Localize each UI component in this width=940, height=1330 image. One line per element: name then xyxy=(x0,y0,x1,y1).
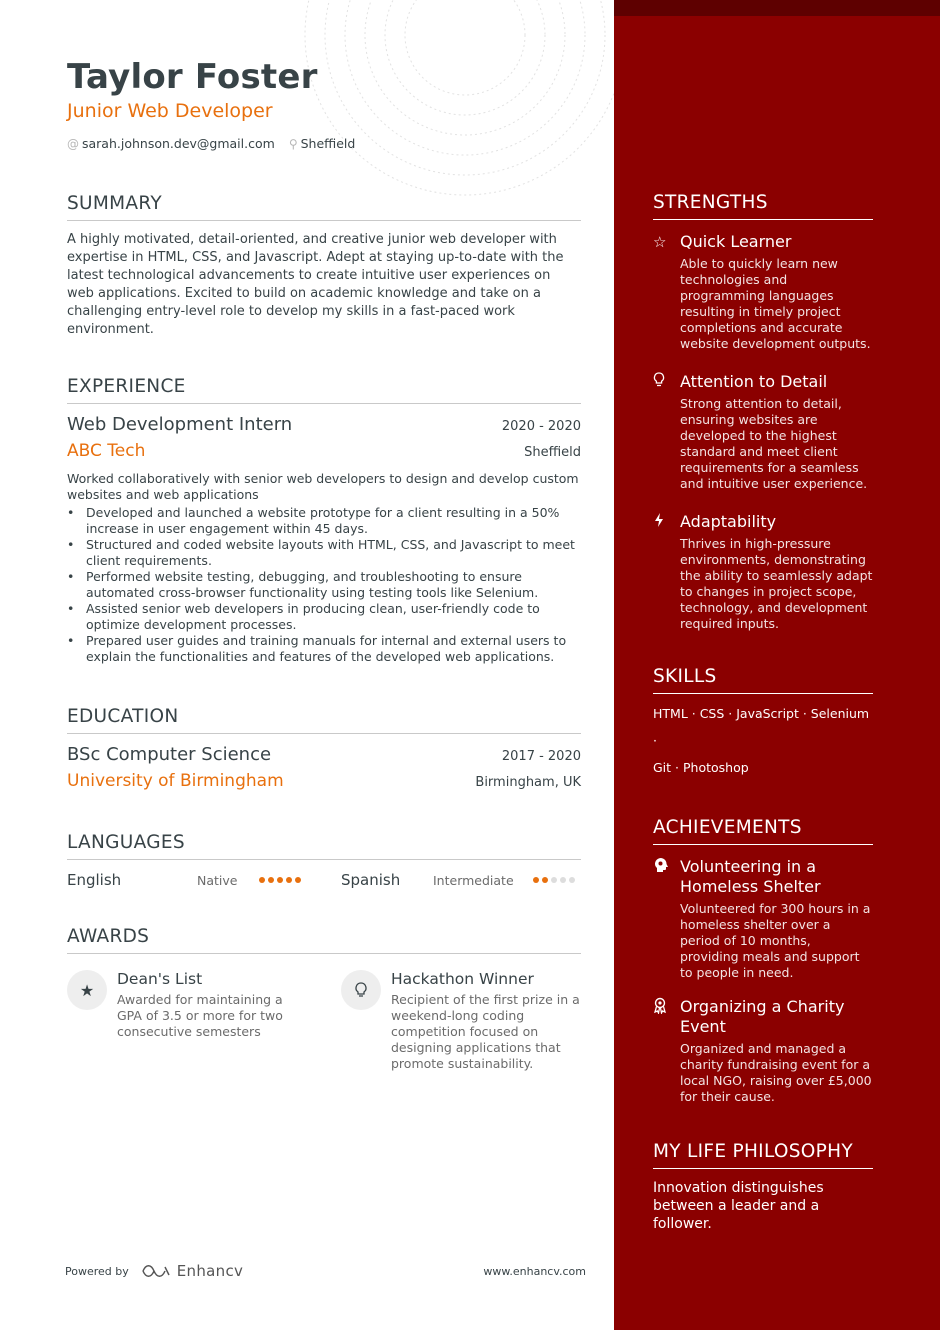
education-dates: 2017 - 2020 xyxy=(501,749,581,764)
strength-body xyxy=(680,512,873,632)
philosophy-section xyxy=(653,1141,873,1233)
proficiency-dot xyxy=(569,877,575,883)
footer-brand xyxy=(65,1262,243,1280)
achievement-item xyxy=(653,857,873,981)
job-location: Sheffield xyxy=(524,445,581,460)
strength-body xyxy=(680,232,873,352)
award-description: Awarded for maintaining a GPA of 3.5 or more for two consecutive semesters xyxy=(117,992,283,1039)
proficiency-dot xyxy=(259,877,265,883)
languages-title: LANGUAGES xyxy=(67,832,581,860)
job-description: Worked collaboratively with senior web developers to design and develop custom websites and web applications xyxy=(67,471,579,502)
experience-title: EXPERIENCE xyxy=(67,376,581,404)
skills-line: HTML · CSS · JavaScript · Selenium · xyxy=(653,706,870,748)
strength-title: Quick Learner xyxy=(680,232,792,251)
proficiency-dot xyxy=(286,877,292,883)
sidebar xyxy=(614,0,940,1330)
education-section xyxy=(67,706,581,791)
philosophy-text: Innovation distinguishes between a leader and a follower. xyxy=(653,1180,824,1232)
candidate-role: Junior Web Developer xyxy=(67,100,273,122)
medal-icon xyxy=(653,997,680,1105)
lightning-icon xyxy=(653,512,680,632)
award-item xyxy=(341,970,581,1072)
contact-info xyxy=(67,136,581,151)
achievement-description: Volunteered for 300 hours in a homeless shelter over a period of 10 months, providing meals and support to people in need. xyxy=(680,901,871,980)
achievement-body xyxy=(680,997,873,1105)
languages-row xyxy=(67,870,581,890)
proficiency-dot xyxy=(560,877,566,883)
job-dates: 2020 - 2020 xyxy=(501,419,581,434)
award-body xyxy=(391,970,581,1072)
school-name: University of Birmingham xyxy=(67,771,284,791)
language-item xyxy=(67,871,341,889)
strengths-section xyxy=(653,192,873,632)
location-contact xyxy=(289,136,356,151)
enhancv-logo-text: Enhancv xyxy=(176,1262,244,1280)
proficiency-dot xyxy=(533,877,539,883)
language-item xyxy=(341,871,581,889)
award-description: Recipient of the first prize in a weekend-long coding competition focused on designing applications that promote sustainability. xyxy=(391,992,580,1071)
strength-title: Attention to Detail xyxy=(680,372,828,391)
job-bullet: • Performed website testing, debugging, and troubleshooting to ensure automated cross-browser functionality using testing tools like Selenium. xyxy=(67,569,581,601)
awards-title: AWARDS xyxy=(67,926,581,954)
awards-section xyxy=(67,926,581,1072)
achievement-body xyxy=(680,857,873,981)
achievements-section xyxy=(653,817,873,1105)
job-bullets xyxy=(67,505,581,665)
achievement-item xyxy=(653,997,873,1105)
achievements-title: ACHIEVEMENTS xyxy=(653,817,873,845)
strength-item xyxy=(653,232,873,352)
proficiency-dots xyxy=(533,877,575,883)
job-bullet: • Assisted senior web developers in producing clean, user-friendly code to optimize development processes. xyxy=(67,601,581,633)
experience-section xyxy=(67,376,581,665)
achievement-title: Volunteering in a Homeless Shelter xyxy=(680,857,821,896)
skills-list xyxy=(653,700,873,781)
award-title: Dean's List xyxy=(117,970,203,988)
achievement-title: Organizing a Charity Event xyxy=(680,997,845,1036)
email-contact[interactable] xyxy=(67,136,275,151)
proficiency-dot xyxy=(268,877,274,883)
skills-title: SKILLS xyxy=(653,666,873,694)
education-header xyxy=(67,744,581,765)
head-icon xyxy=(653,857,680,981)
summary-title: SUMMARY xyxy=(67,193,581,221)
award-title: Hackathon Winner xyxy=(391,970,534,988)
job-company: ABC Tech xyxy=(67,441,146,461)
strength-body xyxy=(680,372,873,492)
degree: BSc Computer Science xyxy=(67,744,272,765)
at-icon: @ xyxy=(67,137,79,151)
achievement-description: Organized and managed a charity fundraising event for a local NGO, raising over £5,000 for their cause. xyxy=(680,1041,872,1104)
job-header xyxy=(67,414,581,435)
skills-line: Git · Photoshop xyxy=(653,760,749,775)
language-level: Intermediate xyxy=(433,872,514,888)
strength-description: Thrives in high-pressure environments, demonstrating the ability to seamlessly adapt to changes in project scope, technology, and development required inputs. xyxy=(680,536,873,631)
proficiency-dot xyxy=(295,877,301,883)
enhancv-logo-icon xyxy=(141,1264,171,1278)
strength-item xyxy=(653,512,873,632)
strength-description: Strong attention to detail, ensuring websites are developed to the highest standard and meet client requirements for a seamless and intuitive user experience. xyxy=(680,396,868,491)
star-icon: ★ xyxy=(67,970,107,1010)
sidebar-content xyxy=(653,192,873,1233)
candidate-name: Taylor Foster xyxy=(67,57,318,97)
lightbulb-icon xyxy=(653,372,680,492)
location-text: Sheffield xyxy=(300,136,356,151)
summary-text: A highly motivated, detail-oriented, and creative junior web developer with expertise in HTML, CSS, and Javascript. Adept at staying up-to-date with the latest technological advancements to create intuitive user experiences on web applications. Excited to build on academic knowledge and take on a challenging entry-level role to develop my skills in a fast-paced work environment. xyxy=(67,232,564,337)
awards-row xyxy=(67,970,581,1072)
lightbulb-icon xyxy=(341,970,381,1010)
job-title: Web Development Intern xyxy=(67,414,293,435)
skills-section xyxy=(653,666,873,781)
map-pin-icon: ⚲ xyxy=(288,137,298,151)
proficiency-dot xyxy=(542,877,548,883)
powered-by-text: Powered by xyxy=(65,1264,129,1278)
strength-title: Adaptability xyxy=(680,512,777,531)
strengths-title: STRENGTHS xyxy=(653,192,873,220)
footer xyxy=(65,1262,586,1280)
proficiency-dots xyxy=(259,877,301,883)
email-text: sarah.johnson.dev@gmail.com xyxy=(82,136,275,151)
language-name: English xyxy=(67,871,122,889)
education-title: EDUCATION xyxy=(67,706,581,734)
job-subheader xyxy=(67,441,581,461)
languages-section xyxy=(67,832,581,890)
award-body xyxy=(117,970,307,1072)
proficiency-dot xyxy=(277,877,283,883)
enhancv-logo[interactable] xyxy=(141,1262,243,1280)
proficiency-dot xyxy=(551,877,557,883)
summary-section xyxy=(67,193,581,339)
school-location: Birmingham, UK xyxy=(475,775,581,790)
star-outline-icon: ☆ xyxy=(653,233,667,251)
strength-item xyxy=(653,372,873,492)
job-bullet: • Developed and launched a website prototype for a client resulting in a 50% increase in user engagement within 45 days. xyxy=(67,505,581,537)
main-content xyxy=(67,56,581,1071)
language-level: Native xyxy=(197,872,238,888)
strength-description: Able to quickly learn new technologies and programming languages resulting in timely project completions and accurate website development outputs. xyxy=(680,256,871,351)
award-item xyxy=(67,970,341,1072)
sidebar-top-band xyxy=(614,0,940,16)
education-subheader xyxy=(67,771,581,791)
philosophy-title: MY LIFE PHILOSOPHY xyxy=(653,1141,873,1169)
job-bullet: • Prepared user guides and training manuals for internal and external users to explain the functionalities and features of the developed web applications. xyxy=(67,633,581,665)
footer-url[interactable]: www.enhancv.com xyxy=(483,1264,586,1278)
job-bullet: • Structured and coded website layouts with HTML, CSS, and Javascript to meet client requirements. xyxy=(67,537,581,569)
language-name: Spanish xyxy=(341,871,401,889)
